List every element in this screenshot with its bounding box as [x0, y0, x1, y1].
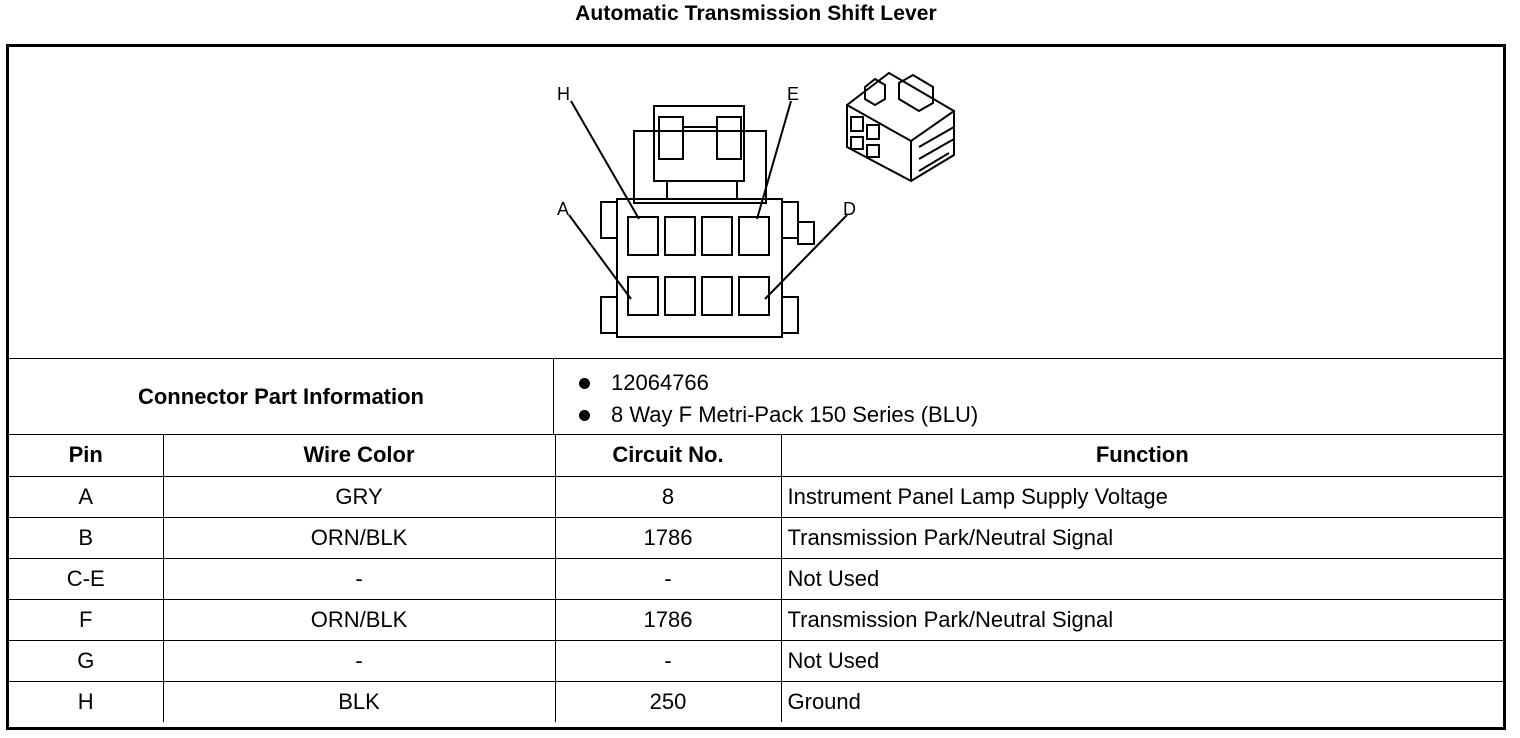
connector-housing — [617, 199, 782, 337]
wire-color-cell: ORN/BLK — [163, 599, 555, 640]
series-item — [555, 399, 978, 431]
circuit-cell: - — [555, 640, 781, 681]
table-header-row — [9, 435, 1503, 476]
pin-cell: B — [9, 517, 163, 558]
callout-h: H — [557, 84, 570, 104]
table-row — [9, 558, 1503, 599]
function-cell: Transmission Park/Neutral Signal — [781, 517, 1503, 558]
connector-diagram — [9, 47, 1503, 359]
header-pin: Pin — [9, 435, 163, 476]
header-circuit-no: Circuit No. — [555, 435, 781, 476]
latch-lock-left — [659, 117, 683, 159]
cavity-d — [739, 277, 769, 315]
function-cell: Ground — [781, 681, 1503, 722]
pin-cell: C-E — [9, 558, 163, 599]
cavity-h — [628, 217, 658, 255]
callout-a: A — [557, 199, 570, 219]
function-cell: Not Used — [781, 558, 1503, 599]
circuit-cell: 8 — [555, 476, 781, 517]
circuit-cell: 1786 — [555, 517, 781, 558]
part-number-item — [555, 367, 978, 399]
connector-part-info-list — [555, 367, 978, 431]
page-title: Automatic Transmission Shift Lever — [575, 2, 937, 25]
wire-color-cell: ORN/BLK — [163, 517, 555, 558]
header-function: Function — [781, 435, 1503, 476]
latch-lock-right — [717, 117, 741, 159]
cavity-f — [702, 217, 732, 255]
cavity-g — [665, 217, 695, 255]
part-number: 12064766 — [611, 370, 709, 395]
pin-cell: H — [9, 681, 163, 722]
ear-top-right — [782, 202, 798, 238]
table-row — [9, 476, 1503, 517]
connector-part-info-label: Connector Part Information — [9, 359, 554, 434]
pin-cell: G — [9, 640, 163, 681]
table-row — [9, 640, 1503, 681]
connector-face-drawing — [9, 47, 1503, 358]
circuit-cell: 250 — [555, 681, 781, 722]
circuit-cell: 1786 — [555, 599, 781, 640]
table-row — [9, 681, 1503, 722]
circuit-cell: - — [555, 558, 781, 599]
cavity-a — [628, 277, 658, 315]
leader-d — [765, 215, 847, 299]
connector-sheet — [6, 44, 1506, 730]
wire-color-cell: - — [163, 640, 555, 681]
ear-bottom-right — [782, 297, 798, 333]
callout-d: D — [843, 199, 856, 219]
connector-iso-view — [847, 73, 954, 181]
pin-cell: A — [9, 476, 163, 517]
connector-part-info — [9, 359, 1503, 435]
wire-color-cell: GRY — [163, 476, 555, 517]
function-cell: Not Used — [781, 640, 1503, 681]
ear-top-left — [601, 202, 617, 238]
bullet-icon — [579, 410, 590, 421]
cavity-c — [702, 277, 732, 315]
ear-bottom-left — [601, 297, 617, 333]
table-row — [9, 517, 1503, 558]
connector-series: 8 Way F Metri-Pack 150 Series (BLU) — [611, 402, 979, 427]
wire-color-cell: - — [163, 558, 555, 599]
cavity-e — [739, 217, 769, 255]
function-cell: Instrument Panel Lamp Supply Voltage — [781, 476, 1503, 517]
table-row — [9, 599, 1503, 640]
polarizing-key — [798, 222, 814, 244]
pin-cell: F — [9, 599, 163, 640]
wire-color-cell: BLK — [163, 681, 555, 722]
cavity-b — [665, 277, 695, 315]
header-wire-color: Wire Color — [163, 435, 555, 476]
bullet-icon — [579, 378, 590, 389]
pinout-table — [9, 435, 1503, 722]
connector-face-view — [569, 101, 847, 337]
callout-e: E — [787, 84, 800, 104]
function-cell: Transmission Park/Neutral Signal — [781, 599, 1503, 640]
